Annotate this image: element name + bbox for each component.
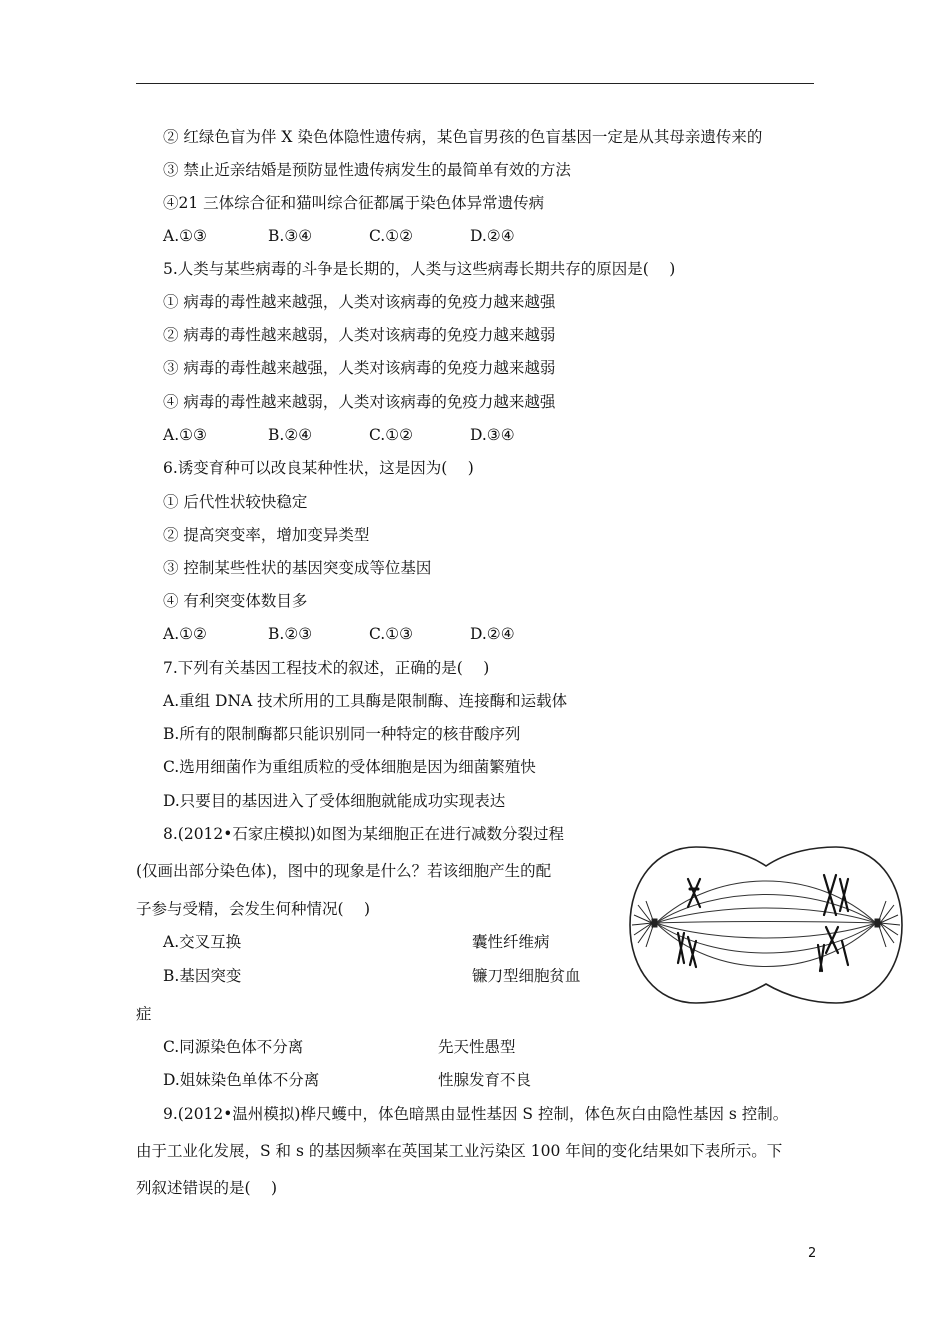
question-9-stem: 9.(2012•温州模拟)桦尺蠖中，体色暗黑由显性基因 S 控制，体色灰白由隐性基因 s 控制。 [163,1105,789,1123]
text-line: ③ 控制某些性状的基因突变成等位基因 [163,559,432,577]
option-result: 镰刀型细胞贫血 [472,967,581,985]
option: C.①③ [369,625,414,643]
option: A.①③ [163,227,207,245]
text-line: ④ 有利突变体数目多 [163,592,308,610]
right-aster [875,901,900,947]
text-line: ④ 病毒的毒性越来越弱，人类对该病毒的免疫力越来越强 [163,393,556,411]
option-result: 性腺发育不良 [438,1071,532,1089]
chromosomes [678,875,848,971]
option-d: D.只要目的基因进入了受体细胞就能成功实现表达 [163,792,506,810]
cell-membrane [630,847,902,1003]
left-aster [632,901,657,947]
option: D.②④ [470,227,515,245]
text-line: 列叙述错误的是( ) [136,1179,278,1197]
option: D.②④ [470,625,515,643]
question-7-stem: 7.下列有关基因工程技术的叙述，正确的是( ) [163,659,490,677]
option-cause: C.同源染色体不分离 [163,1038,304,1056]
option-result: 先天性愚型 [438,1038,516,1056]
option: A.①② [163,625,207,643]
text-line: ① 后代性状较快稳定 [163,493,308,511]
option-cause: A.交叉互换 [163,933,242,951]
option: A.①③ [163,426,207,444]
text-line: ② 提高突变率，增加变异类型 [163,526,370,544]
text-line: 由于工业化发展，S 和 s 的基因频率在英国某工业污染区 100 年间的变化结果如下表所示。下 [136,1142,783,1160]
option: B.②④ [268,426,313,444]
meiosis-cell-diagram [626,845,906,1005]
text-line: ② 病毒的毒性越来越弱，人类对该病毒的免疫力越来越弱 [163,326,556,344]
option: B.③④ [268,227,313,245]
text-line: 子参与受精，会发生何种情况( ) [136,900,371,918]
text-line: 症 [136,1005,152,1023]
option: C.①② [369,426,414,444]
option: D.③④ [470,426,515,444]
option-cause: B.基因突变 [163,967,242,985]
option: B.②③ [268,625,313,643]
question-5-stem: 5.人类与某些病毒的斗争是长期的，人类与这些病毒长期共存的原因是( ) [163,260,676,278]
question-6-stem: 6.诱变育种可以改良某种性状，这是因为( ) [163,459,474,477]
option-result: 囊性纤维病 [472,933,550,951]
option-a: A.重组 DNA 技术所用的工具酶是限制酶、连接酶和运载体 [163,692,568,710]
option-c: C.选用细菌作为重组质粒的受体细胞是因为细菌繁殖快 [163,758,536,776]
option-b: B.所有的限制酶都只能识别同一种特定的核苷酸序列 [163,725,521,743]
text-line: ① 病毒的毒性越来越强，人类对该病毒的免疫力越来越强 [163,293,556,311]
header-rule [136,83,814,84]
page-number: 2 [808,1246,817,1261]
option: C.①② [369,227,414,245]
text-line: ③ 禁止近亲结婚是预防显性遗传病发生的最简单有效的方法 [163,161,571,179]
question-8-stem: 8.(2012•石家庄模拟)如图为某细胞正在进行减数分裂过程 [163,825,564,843]
text-line: ④21 三体综合征和猫叫综合征都属于染色体异常遗传病 [163,194,545,212]
option-cause: D.姐妹染色单体不分离 [163,1071,320,1089]
text-line: ② 红绿色盲为伴 X 染色体隐性遗传病，某色盲男孩的色盲基因一定是从其母亲遗传来的 [163,128,763,146]
text-line: ③ 病毒的毒性越来越强，人类对该病毒的免疫力越来越弱 [163,359,556,377]
text-line: (仅画出部分染色体)，图中的现象是什么？若该细胞产生的配 [136,862,552,880]
